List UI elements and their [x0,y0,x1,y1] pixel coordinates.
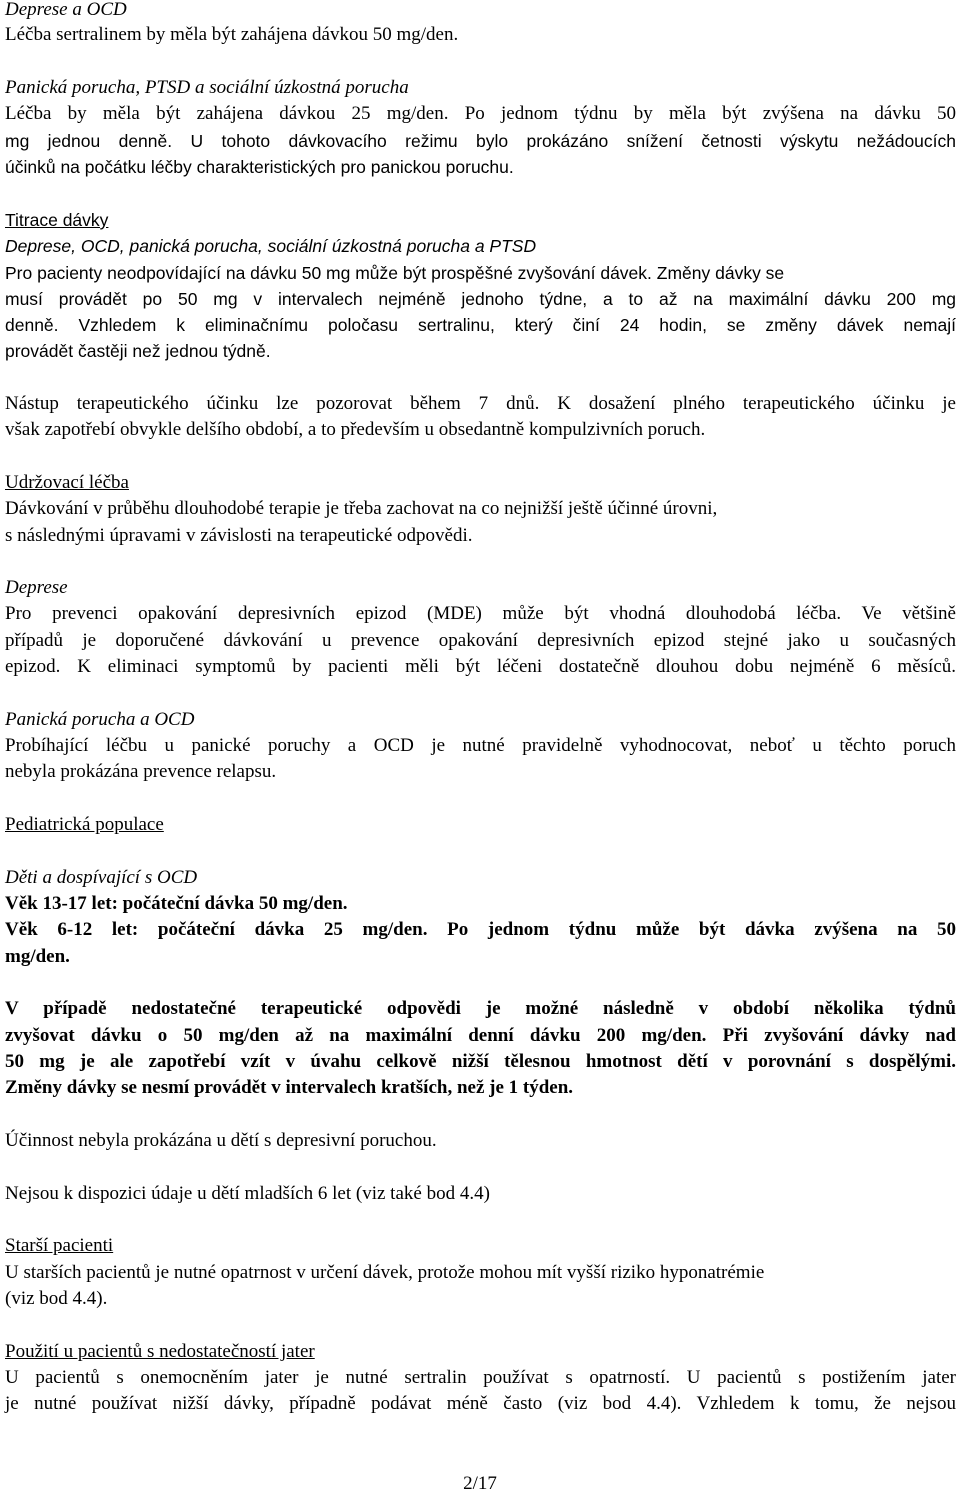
text-line-bold: Změny dávky se nesmí provádět v intervalech kratších, než je 1 týden. [5,1077,574,1098]
heading-starsi-pacienti: Starší pacienti [5,1235,114,1256]
heading-deprese: Deprese [5,577,68,598]
heading-udrzovaci-lecba: Udržovací léčba [5,472,129,493]
text-line: epizod. K eliminaci symptomů by pacienti měli být léčeni dostatečně dlouhou dobu nejméně 6 měsíců. [5,656,956,677]
text-line: U starších pacientů je nutné opatrnost v určení dávek, protože mohou mít vyšší riziko hyponatrémie [5,1262,765,1283]
text-line: je nutné používat nižší dávky, případně podávat méně často (viz bod 4.4). Vzhledem k tomu, že nejsou [5,1393,956,1414]
heading-pouziti-nedostatecnost-jater: Použití u pacientů s nedostatečností jater [5,1341,315,1362]
text-line-bold: Věk 6-12 let: počáteční dávka 25 mg/den. Po jednom týdnu může být dávka zvýšena na 50 [5,919,956,940]
heading-panicka-porucha-ocd: Panická porucha a OCD [5,709,195,730]
text-line: nebyla prokázána prevence relapsu. [5,761,277,782]
text-line: Pro prevenci opakování depresivních epizod (MDE) může být vhodná dlouhodobá léčba. Ve většině [5,603,956,624]
text-line: Probíhající léčbu u panické poruchy a OCD je nutné pravidelně vyhodnocovat, neboť u těchto poruch [5,735,956,756]
text-line: Nejsou k dispozici údaje u dětí mladších 6 let (viz také bod 4.4) [5,1183,490,1204]
text-line: provádět častěji než jednou týdně. [5,341,271,361]
text-line: Léčba sertralinem by měla být zahájena dávkou 50 mg/den. [5,24,459,45]
text-line-bold: V případě nedostatečné terapeutické odpovědi je možné následně v období několika týdnů [5,998,956,1019]
heading-deprese-ocd: Deprese a OCD [5,0,127,20]
text-line: Léčba by měla být zahájena dávkou 25 mg/den. Po jednom týdnu by měla být zvýšena na dávku 50 [5,103,956,124]
subheading-indications: Deprese, OCD, panická porucha, sociální úzkostná porucha a PTSD [5,236,537,256]
heading-titrace-davky: Titrace dávky [5,210,109,230]
text-line: Účinnost nebyla prokázána u dětí s depresivní poruchou. [5,1130,437,1151]
text-line: U pacientů s onemocněním jater je nutné sertralin používat s opatrností. U pacientů s postižením jater [5,1367,956,1388]
text-line-bold: zvyšovat dávku o 50 mg/den až na maximální denní dávku 200 mg/den. Při zvyšování dávky nad [5,1025,956,1046]
text-line-bold: 50 mg je ale zapotřebí vzít v úvahu celkově nižší tělesnou hmotnost dětí v porovnání s dospělými. [5,1051,956,1072]
text-line: případů je doporučené dávkování u prevence opakování depresivních epizod stejné jako u současných [5,630,956,651]
text-line-bold: Věk 13-17 let: počáteční dávka 50 mg/den. [5,893,348,914]
heading-deti-dospivajici-ocd: Děti a dospívající s OCD [5,867,198,888]
heading-pediatricka-populace: Pediatrická populace [5,814,164,835]
text-line: s následnými úpravami v závislosti na terapeutické odpovědi. [5,525,473,546]
text-line: musí provádět po 50 mg v intervalech nejméně jednoho týdne, a to až na maximální dávku 200 mg [5,289,956,309]
text-line: Dávkování v průběhu dlouhodobé terapie je třeba zachovat na co nejnižší ještě účinné úrovni, [5,498,718,519]
text-line: však zapotřebí obvykle delšího období, a to především u obsedantně kompulzivních poruch. [5,419,706,440]
text-line: Pro pacienty neodpovídající na dávku 50 mg může být prospěšné zvyšování dávek. Změny dávky se [5,263,785,283]
page-number: 2/17 [463,1473,497,1494]
text-line: (viz bod 4.4). [5,1288,108,1309]
text-line: účinků na počátku léčby charakteristických pro panickou poruchu. [5,157,514,177]
text-line-bold: mg/den. [5,946,70,967]
heading-panicka-porucha-ptsd: Panická porucha, PTSD a sociální úzkostná porucha [5,77,409,98]
text-line: mg jednou denně. U tohoto dávkovacího režimu bylo prokázáno snížení četnosti výskytu nežádoucích [5,131,956,151]
text-line: denně. Vzhledem k eliminačnímu poločasu sertralinu, který činí 24 hodin, se změny dávek nemají [5,315,956,335]
text-line: Nástup terapeutického účinku lze pozorovat během 7 dnů. K dosažení plného terapeutického účinku je [5,393,956,414]
